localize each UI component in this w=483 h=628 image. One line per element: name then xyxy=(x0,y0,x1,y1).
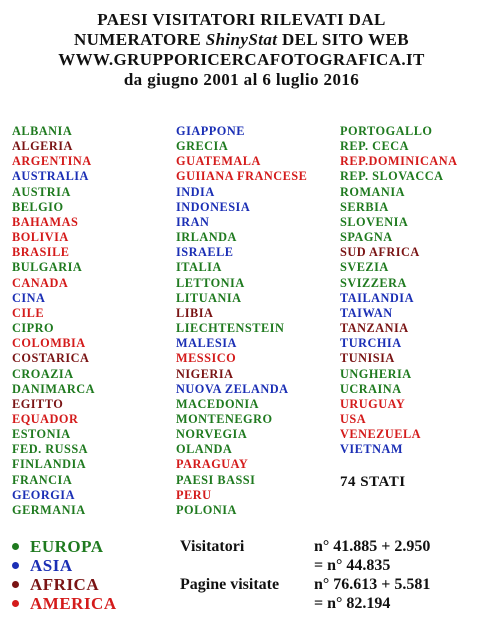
country-column-1 xyxy=(12,124,95,518)
legend-item-europa xyxy=(12,537,117,556)
country-item: REP.DOMINICANA xyxy=(340,154,458,169)
country-item: GUIIANA FRANCESE xyxy=(176,169,308,184)
date-range: da giugno 2001 al 6 luglio 2016 xyxy=(123,70,360,89)
country-item: AUSTRALIA xyxy=(12,169,89,184)
country-item: ALBANIA xyxy=(12,124,73,138)
legend-item-america xyxy=(12,594,117,613)
legend-label: AMERICA xyxy=(30,594,117,613)
country-item: TUNISIA xyxy=(340,351,395,366)
country-item: PERU xyxy=(176,487,212,502)
country-item: TAILANDIA xyxy=(340,290,414,305)
country-item: SVEZIA xyxy=(340,260,389,275)
visitors-label: Visitatori xyxy=(180,538,245,555)
country-item: MONTENEGRO xyxy=(176,411,273,426)
region-legend xyxy=(12,537,117,613)
country-item: SLOVENIA xyxy=(340,214,409,229)
country-item: VENEZUELA xyxy=(340,427,422,442)
country-item: MACEDONIA xyxy=(176,396,260,411)
country-item: SERBIA xyxy=(340,199,389,214)
bullet-dot-icon xyxy=(12,581,19,588)
country-item: LIECHTENSTEIN xyxy=(176,321,285,336)
country-item: BRASILE xyxy=(12,245,70,260)
visitors-value: n° 41.885 + 2.950 xyxy=(314,538,431,555)
country-item: URUGUAY xyxy=(340,396,406,411)
country-item: GRECIA xyxy=(176,139,229,154)
country-item: GEORGIA xyxy=(12,487,75,502)
country-item: CROAZIA xyxy=(12,366,74,381)
country-item: TANZANIA xyxy=(340,321,409,336)
legend-item-asia xyxy=(12,556,117,575)
country-item: ESTONIA xyxy=(12,427,71,442)
country-item: LETTONIA xyxy=(176,275,245,290)
country-item: CIPRO xyxy=(12,321,55,336)
site-url: WWW.GRUPPORICERCAFOTOGRAFICA.IT xyxy=(58,50,425,69)
country-item: NORVEGIA xyxy=(176,427,248,442)
country-item: MESSICO xyxy=(176,351,237,366)
country-item: POLONIA xyxy=(176,502,237,517)
pages-label: Pagine visitate xyxy=(180,576,280,593)
country-item: GIAPPONE xyxy=(176,124,245,138)
country-item: IRAN xyxy=(176,214,210,229)
country-item: BOLIVIA xyxy=(12,230,69,245)
country-item: ISRAELE xyxy=(176,245,234,260)
country-item: UCRAINA xyxy=(340,381,402,396)
bullet-dot-icon xyxy=(12,543,19,550)
country-item: FED. RUSSA xyxy=(12,442,89,457)
shinystat-brand: ShinyStat xyxy=(205,30,278,49)
country-item: SUD AFRICA xyxy=(340,245,420,260)
country-item: MALESIA xyxy=(176,336,237,351)
country-item: NIGERIA xyxy=(176,366,234,381)
country-column-3 xyxy=(340,124,458,457)
country-item: INDONESIA xyxy=(176,199,251,214)
country-item: IRLANDA xyxy=(176,230,237,245)
legend-item-africa xyxy=(12,575,117,594)
country-item: PORTOGALLO xyxy=(340,124,433,138)
title-line-2 xyxy=(0,30,483,50)
country-item: PAESI BASSI xyxy=(176,472,256,487)
legend-label: ASIA xyxy=(30,556,73,575)
country-item: OLANDA xyxy=(176,442,233,457)
country-item: REP. CECA xyxy=(340,139,409,154)
country-item: EQUADOR xyxy=(12,411,79,426)
country-item: FINLANDIA xyxy=(12,457,87,472)
country-item: VIETNAM xyxy=(340,442,403,457)
country-item: LIBIA xyxy=(176,305,214,320)
country-item: DANIMARCA xyxy=(12,381,96,396)
country-item: BAHAMAS xyxy=(12,214,79,229)
country-item: AUSTRIA xyxy=(12,184,71,199)
pages-value: n° 76.613 + 5.581 xyxy=(314,576,431,593)
country-item: INDIA xyxy=(176,184,215,199)
bullet-dot-icon xyxy=(12,562,19,569)
country-item: ARGENTINA xyxy=(12,154,92,169)
country-item: BULGARIA xyxy=(12,260,83,275)
country-item: GERMANIA xyxy=(12,502,86,517)
title-line-2-post: DEL SITO WEB xyxy=(277,30,410,49)
country-item: COSTARICA xyxy=(12,351,90,366)
country-item: TURCHIA xyxy=(340,336,402,351)
country-item: CINA xyxy=(12,290,46,305)
country-item: LITUANIA xyxy=(176,290,242,305)
country-item: CILE xyxy=(12,305,45,320)
country-item: COLOMBIA xyxy=(12,336,86,351)
country-item: PARAGUAY xyxy=(176,457,249,472)
country-item: BELGIO xyxy=(12,199,64,214)
country-item: USA xyxy=(340,411,367,426)
country-item: ITALIA xyxy=(176,260,222,275)
country-column-2 xyxy=(176,124,307,518)
country-item: NUOVA ZELANDA xyxy=(176,381,289,396)
country-item: GUATEMALA xyxy=(176,154,261,169)
country-item: SVIZZERA xyxy=(340,275,407,290)
country-item: CANADA xyxy=(12,275,69,290)
country-item: TAIWAN xyxy=(340,305,393,320)
page-title xyxy=(0,10,483,90)
legend-label: EUROPA xyxy=(30,537,104,556)
title-line-2-pre: NUMERATORE xyxy=(73,30,206,49)
title-line-1: PAESI VISITATORI RILEVATI DAL xyxy=(97,10,386,29)
pages-total: = n° 82.194 xyxy=(314,595,391,612)
legend-label: AFRICA xyxy=(30,575,100,594)
country-item: SPAGNA xyxy=(340,230,393,245)
country-item: ROMANIA xyxy=(340,184,405,199)
visitors-total: = n° 44.835 xyxy=(314,557,391,574)
total-states: 74 STATI xyxy=(340,474,406,490)
country-item: FRANCIA xyxy=(12,472,73,487)
country-item: UNGHERIA xyxy=(340,366,412,381)
country-item: REP. SLOVACCA xyxy=(340,169,444,184)
bullet-dot-icon xyxy=(12,600,19,607)
country-item: EGITTO xyxy=(12,396,64,411)
country-item: ALGERIA xyxy=(12,139,73,154)
